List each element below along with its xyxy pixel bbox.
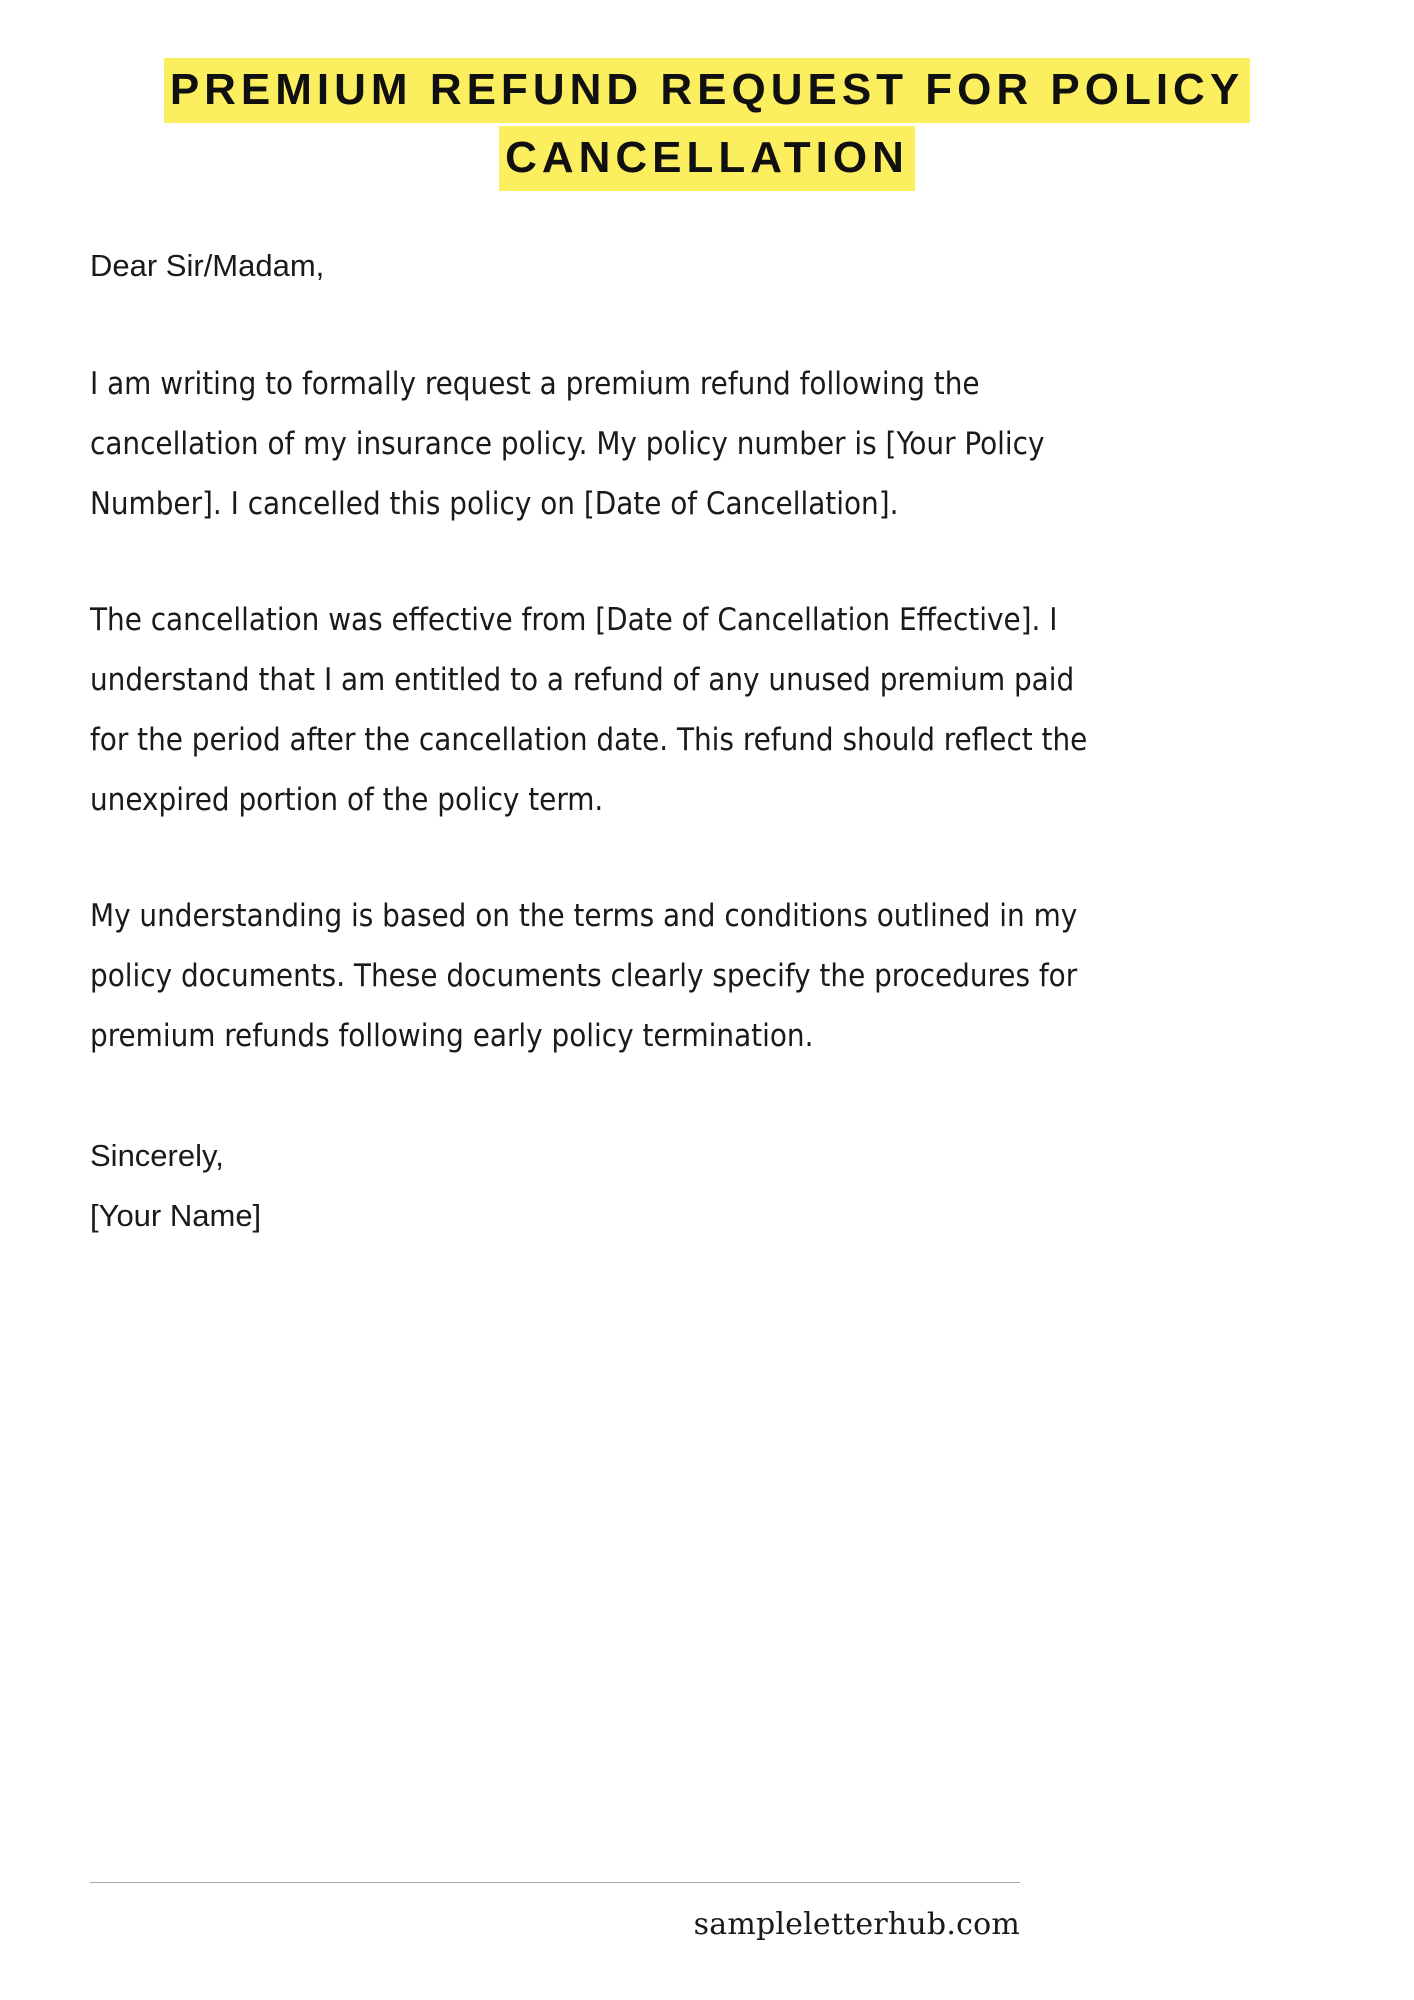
footer-website-url: sampleletterhub.com: [693, 1907, 1020, 1942]
greeting-line: Dear Sir/Madam,: [90, 248, 325, 284]
letter-title-block: [0, 0, 1414, 192]
page-footer: [90, 1882, 1324, 1942]
page-title-text: PREMIUM REFUND REQUEST FOR POLICY CANCELLATION: [164, 58, 1250, 191]
body-paragraph-3: My understanding is based on the terms and conditions outlined in my policy documents. These documents clearly specify the procedures for premium refunds following early policy termination.: [90, 898, 1078, 1055]
letter-body: [0, 236, 1414, 1066]
page-title: [112, 56, 1302, 192]
closing-salutation: Sincerely,: [90, 1138, 224, 1174]
body-paragraph-1: I am writing to formally request a premium refund following the cancellation of my insurance policy. My policy number is [Your Policy Number]. I cancelled this policy on [Date of Cancellation].: [90, 366, 1045, 523]
closing-signature: [Your Name]: [90, 1198, 262, 1234]
body-paragraph-2: The cancellation was effective from [Date of Cancellation Effective]. I understand that I am entitled to a refund of any unused premium paid for the period after the cancellation date. This refund should reflect the unexpired portion of the policy term.: [90, 602, 1088, 819]
footer-divider: [90, 1882, 1020, 1883]
letter-closing: [0, 1126, 1414, 1246]
